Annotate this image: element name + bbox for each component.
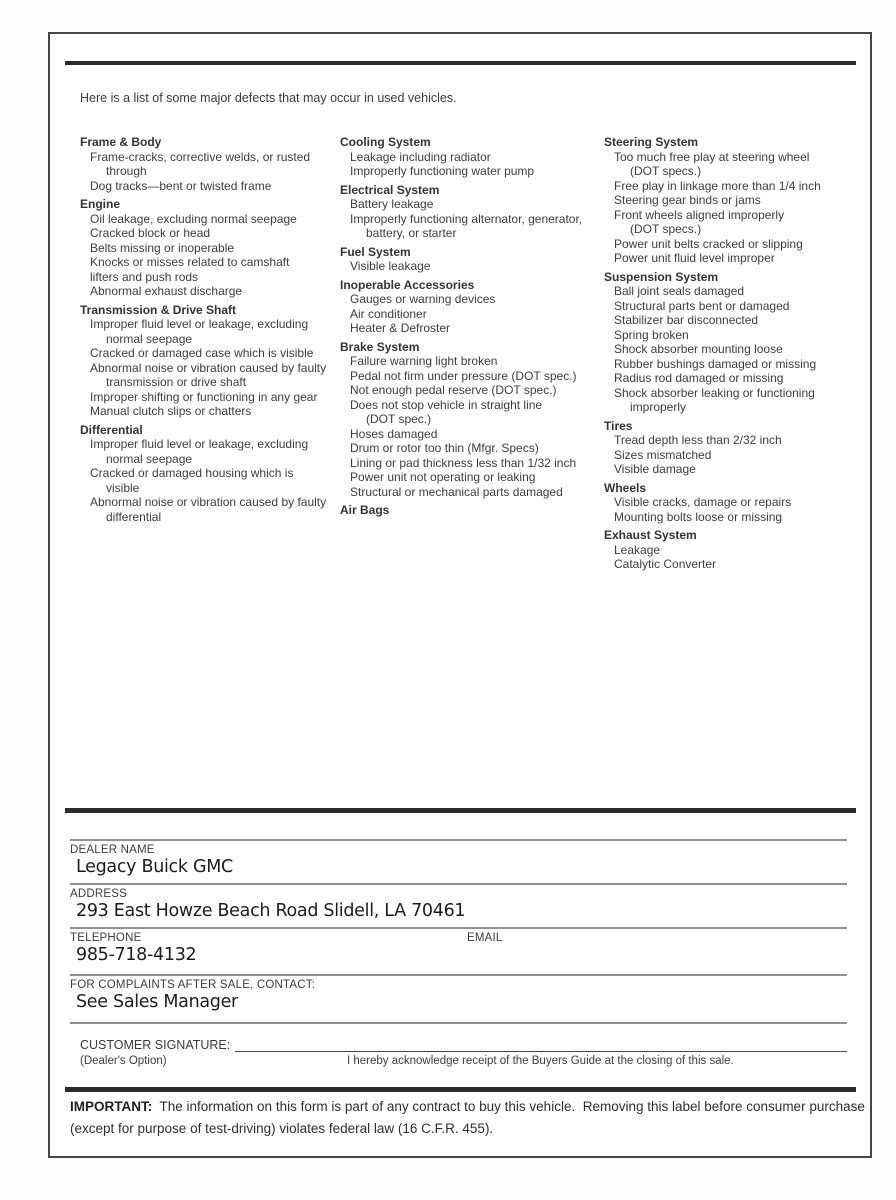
defect-item: Free play in linkage more than 1/4 inch bbox=[614, 178, 821, 193]
defect-item: Leakage including radiator bbox=[350, 149, 491, 164]
defect-item: Cracked or damaged case which is visible bbox=[90, 346, 314, 360]
dealer-name-label: DEALER NAME bbox=[70, 844, 155, 856]
defect-section-heading: Electrical System bbox=[340, 182, 440, 197]
defect-section bbox=[604, 481, 860, 525]
defect-item: Oil leakage, excluding normal seepage bbox=[90, 211, 297, 226]
defect-item: Failure warning light broken bbox=[350, 354, 498, 368]
defect-section bbox=[80, 303, 338, 419]
defect-section bbox=[80, 423, 338, 525]
dealer-info-fields bbox=[70, 839, 847, 1024]
defect-item: transmission or drive shaft bbox=[106, 375, 247, 389]
defect-item: Too much free play at steering wheel bbox=[614, 149, 810, 164]
defect-item: Abnormal exhaust discharge bbox=[90, 284, 243, 298]
defect-item: Front wheels aligned improperly bbox=[614, 207, 785, 222]
defect-item: (DOT specs.) bbox=[630, 164, 702, 178]
defect-item: Improperly functioning alternator, generator, bbox=[350, 211, 583, 226]
defect-item: Ball joint seals damaged bbox=[614, 284, 745, 298]
defect-item: Belts missing or inoperable bbox=[90, 240, 235, 255]
defect-section bbox=[80, 135, 338, 193]
form-field-telephone bbox=[70, 927, 847, 974]
defect-section bbox=[604, 135, 860, 266]
form-field-address bbox=[70, 883, 847, 927]
telephone-value: 985-718-4132 bbox=[76, 945, 197, 965]
important-label: IMPORTANT: bbox=[70, 1099, 153, 1114]
signature-block bbox=[80, 1038, 847, 1068]
defect-item: Power unit belts cracked or slipping bbox=[614, 236, 803, 251]
complaints-contact-label: FOR COMPLAINTS AFTER SALE, CONTACT: bbox=[70, 979, 316, 991]
top-divider-rule bbox=[65, 61, 856, 65]
telephone-label: TELEPHONE bbox=[70, 932, 142, 944]
defect-item: Leakage bbox=[614, 542, 661, 557]
important-text: The information on this form is part of any contract to buy this vehicle. Removing this label before consumer purchase (except for purpose of test-driving) violates federal law (16 C.F.R. 455). bbox=[70, 1099, 869, 1136]
defect-item: Air conditioner bbox=[350, 306, 427, 321]
defect-item: Improper shifting or functioning in any gear bbox=[90, 389, 318, 404]
defect-section bbox=[340, 278, 602, 336]
defect-section bbox=[604, 270, 860, 415]
defect-item: Improperly functioning water pump bbox=[350, 164, 535, 178]
defect-item: Steering gear binds or jams bbox=[614, 193, 761, 207]
defect-item: normal seepage bbox=[106, 331, 193, 346]
defect-item: Improper fluid level or leakage, excluding bbox=[90, 437, 309, 451]
defect-item: Catalytic Converter bbox=[614, 557, 717, 571]
bottom-divider-rule bbox=[65, 1087, 856, 1092]
defects-column-3 bbox=[604, 135, 860, 576]
middle-divider-rule bbox=[65, 808, 856, 813]
defect-item: Mounting bolts loose or missing bbox=[614, 509, 783, 524]
defect-item: Lining or pad thickness less than 1/32 inch bbox=[350, 455, 577, 470]
defect-item: Tread depth less than 2/32 inch bbox=[614, 433, 782, 447]
defect-item: Shock absorber leaking or functioning bbox=[614, 385, 815, 400]
defect-section-heading: Suspension System bbox=[604, 269, 719, 284]
defect-item: Power unit not operating or leaking bbox=[350, 470, 536, 484]
defect-item: Spring broken bbox=[614, 327, 689, 342]
defect-item: through bbox=[106, 164, 147, 178]
defect-item: Pedal not firm under pressure (DOT spec.) bbox=[350, 368, 577, 383]
defect-item: Cracked or damaged housing which is bbox=[90, 466, 294, 480]
defect-section bbox=[340, 183, 602, 241]
defect-section-heading: Inoperable Accessories bbox=[340, 277, 475, 292]
defect-item: (DOT specs.) bbox=[630, 222, 702, 236]
defect-item: Abnormal noise or vibration caused by faulty bbox=[90, 495, 327, 509]
signature-line bbox=[235, 1038, 847, 1052]
defect-item: visible bbox=[106, 480, 140, 495]
defect-section-heading: Exhaust System bbox=[604, 528, 697, 542]
defect-item: Drum or rotor too thin (Mfgr. Specs) bbox=[350, 441, 539, 455]
defect-item: normal seepage bbox=[106, 451, 193, 466]
form-field-complaints-contact bbox=[70, 974, 847, 1022]
defect-item: Radius rod damaged or missing bbox=[614, 371, 784, 385]
defect-section bbox=[80, 197, 338, 299]
defects-columns bbox=[50, 135, 870, 605]
defect-item: Stabilizer bar disconnected bbox=[614, 313, 759, 327]
buyers-guide-back-page bbox=[48, 32, 872, 1158]
defect-item: Battery leakage bbox=[350, 197, 434, 211]
defect-section bbox=[340, 245, 602, 274]
defects-column-1 bbox=[80, 135, 338, 528]
form-field-dealer-name bbox=[70, 839, 847, 883]
defect-section-heading: Air Bags bbox=[340, 503, 390, 517]
complaints-contact-value: See Sales Manager bbox=[76, 992, 238, 1012]
email-label: EMAIL bbox=[467, 932, 503, 944]
defect-section-heading: Brake System bbox=[340, 339, 420, 354]
form-fields-closing-line bbox=[70, 1022, 847, 1024]
defect-item: Visible damage bbox=[614, 462, 696, 476]
defect-item: Frame-cracks, corrective welds, or rusted bbox=[90, 149, 311, 164]
defect-item: Improper fluid level or leakage, excluding bbox=[90, 317, 309, 331]
defect-item: Visible leakage bbox=[350, 259, 431, 273]
defects-column-2 bbox=[340, 135, 602, 522]
defect-item: Hoses damaged bbox=[350, 426, 438, 441]
defect-item: Cracked block or head bbox=[90, 226, 211, 240]
defect-item: Manual clutch slips or chatters bbox=[90, 404, 252, 418]
defect-item: Heater & Defroster bbox=[350, 321, 451, 335]
dealers-option-note: (Dealer's Option) bbox=[80, 1055, 167, 1067]
defect-item: Structural parts bent or damaged bbox=[614, 298, 790, 313]
defect-item: lifters and push rods bbox=[90, 269, 199, 284]
defect-section bbox=[604, 528, 860, 572]
defect-item: (DOT spec.) bbox=[366, 412, 432, 426]
defect-item: Visible cracks, damage or repairs bbox=[614, 495, 792, 509]
defect-section-heading: Cooling System bbox=[340, 135, 431, 149]
customer-signature-label: CUSTOMER SIGNATURE: bbox=[80, 1038, 231, 1052]
defect-section bbox=[340, 135, 602, 179]
address-label: ADDRESS bbox=[70, 888, 127, 900]
defect-item: Abnormal noise or vibration caused by faulty bbox=[90, 360, 327, 375]
defect-section-heading: Engine bbox=[80, 197, 121, 211]
defect-item: Structural or mechanical parts damaged bbox=[350, 484, 563, 499]
defect-section-heading: Differential bbox=[80, 422, 143, 437]
dealer-name-value: Legacy Buick GMC bbox=[76, 857, 233, 877]
defect-item: Shock absorber mounting loose bbox=[614, 342, 783, 356]
defect-item: Not enough pedal reserve (DOT spec.) bbox=[350, 383, 557, 397]
defect-section bbox=[604, 419, 860, 477]
address-value: 293 East Howze Beach Road Slidell, LA 70461 bbox=[76, 901, 466, 921]
defect-item: Gauges or warning devices bbox=[350, 292, 496, 306]
acknowledgment-text: I hereby acknowledge receipt of the Buyers Guide at the closing of this sale. bbox=[347, 1055, 734, 1067]
defect-item: Knocks or misses related to camshaft bbox=[90, 255, 290, 269]
defect-item: differential bbox=[106, 509, 162, 524]
defect-item: Sizes mismatched bbox=[614, 447, 712, 462]
defect-section-heading: Frame & Body bbox=[80, 135, 162, 149]
defect-item: improperly bbox=[630, 400, 687, 414]
defect-section-heading: Transmission & Drive Shaft bbox=[80, 302, 237, 317]
defect-item: Rubber bushings damaged or missing bbox=[614, 356, 817, 371]
defect-section-heading: Fuel System bbox=[340, 244, 411, 259]
defect-section-heading: Tires bbox=[604, 418, 633, 433]
important-notice bbox=[70, 1096, 869, 1139]
defects-intro-text: Here is a list of some major defects that may occur in used vehicles. bbox=[80, 91, 457, 105]
defect-section bbox=[340, 340, 602, 500]
defect-item: Does not stop vehicle in straight line bbox=[350, 397, 543, 412]
defect-section bbox=[340, 503, 602, 518]
defect-section-heading: Steering System bbox=[604, 135, 699, 149]
defect-item: Dog tracks—bent or twisted frame bbox=[90, 178, 272, 193]
defect-section-heading: Wheels bbox=[604, 480, 647, 495]
defect-item: Power unit fluid level improper bbox=[614, 251, 775, 265]
defect-item: battery, or starter bbox=[366, 226, 457, 240]
